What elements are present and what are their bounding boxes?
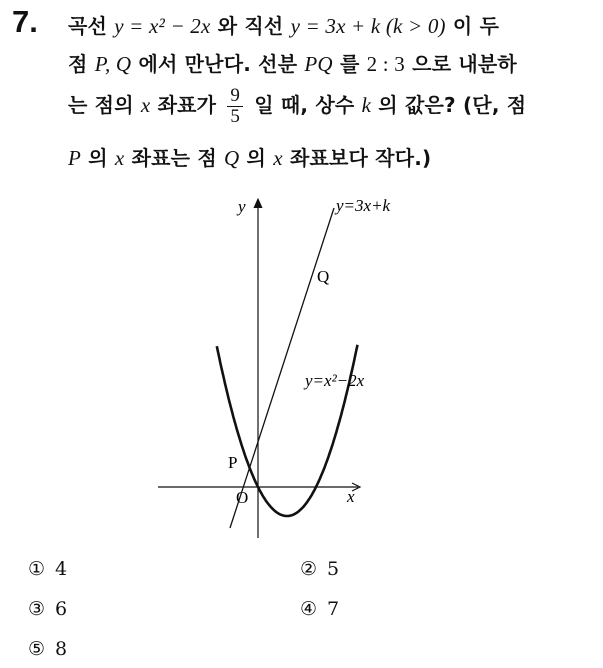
question-line-4 [68, 142, 431, 171]
origin-label: O [236, 488, 249, 507]
text: 는 점의 [68, 93, 141, 117]
fraction-nine-fifths [227, 86, 243, 127]
line-equation: y = 3x + k (k > 0) [290, 14, 446, 38]
choice-1[interactable] [28, 558, 67, 580]
question-line-2 [68, 48, 517, 77]
y-axis-label: y [238, 197, 246, 216]
variable-x: x [140, 93, 151, 117]
text: 좌표는 점 [131, 146, 224, 170]
text: 좌표보다 작다.) [289, 146, 432, 170]
variable-x: x [114, 146, 125, 170]
text: 좌표가 [157, 93, 224, 117]
choice-marker: ① [28, 558, 46, 580]
points-pq: P, Q [94, 52, 132, 76]
text: 에서 만난다. 선분 [138, 52, 305, 76]
function-graph [150, 188, 430, 543]
text: 와 직선 [217, 14, 291, 38]
choice-marker: ③ [28, 598, 46, 620]
variable-k: k [361, 93, 372, 117]
text: 의 값은? (단, 점 [378, 93, 527, 117]
text: 으로 내분하 [412, 52, 517, 76]
text: 이 두 [452, 14, 500, 38]
choice-marker: ④ [300, 598, 318, 620]
y-axis-arrow-icon [254, 199, 262, 208]
text: 곡선 [68, 14, 115, 38]
choice-value: 6 [55, 598, 68, 620]
choice-marker: ② [300, 558, 318, 580]
question-line-3 [68, 86, 526, 127]
point-q-label: Q [317, 267, 330, 286]
choice-value: 7 [327, 598, 340, 620]
fraction-denominator: 5 [230, 106, 241, 127]
choice-value: 4 [55, 558, 68, 580]
choice-value: 8 [55, 638, 68, 660]
point-q: Q [224, 146, 240, 170]
point-p-label: P [228, 453, 238, 472]
question-line-1 [68, 10, 499, 39]
text: 점 [68, 52, 95, 76]
choice-5[interactable] [28, 638, 67, 660]
choice-2[interactable] [300, 558, 339, 580]
choice-value: 5 [327, 558, 340, 580]
choice-3[interactable] [28, 598, 67, 620]
choice-marker: ⑤ [28, 638, 46, 660]
choice-4[interactable] [300, 598, 339, 620]
text: 를 [339, 52, 367, 76]
curve-label: y=x²−2x [305, 371, 365, 390]
fraction-numerator: 9 [227, 86, 243, 107]
text: 일 때, 상수 [254, 93, 362, 117]
x-axis-label: x [347, 487, 355, 506]
line-label: y=3x+k [336, 196, 391, 215]
text: 의 [88, 146, 115, 170]
text: 의 [246, 146, 274, 170]
point-p: P [68, 146, 82, 170]
segment-pq: PQ [304, 52, 333, 76]
variable-x: x [273, 146, 283, 170]
curve-equation: y = x² − 2x [114, 14, 211, 38]
ratio: 2 : 3 [366, 52, 405, 76]
question-number: 7. [12, 4, 38, 39]
